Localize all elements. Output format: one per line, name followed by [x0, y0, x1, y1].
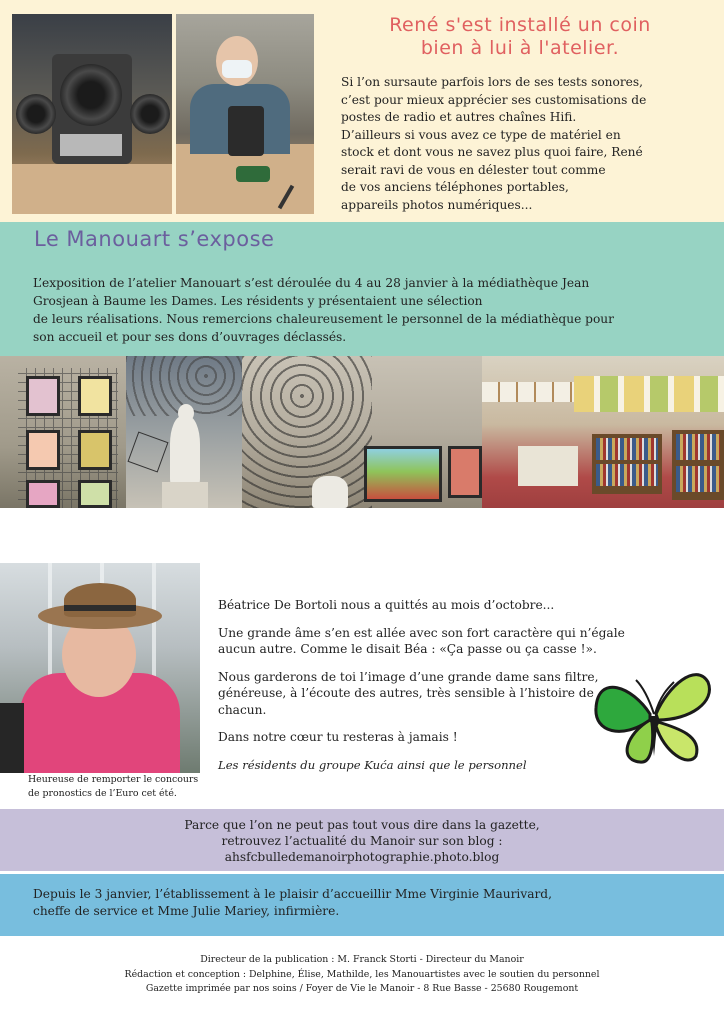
rene-photo-workbench	[176, 14, 314, 214]
rene-title	[330, 14, 710, 60]
expo-body-line: de leurs réalisations. Nous remercions chaleureusement le personnel de la médiathèque pour	[33, 312, 614, 326]
expo-photo-panels	[0, 356, 126, 508]
rene-body-line: de vos anciens téléphones portables,	[341, 180, 569, 194]
welcome-text	[33, 886, 713, 920]
caption-line: Heureuse de remporter le concours	[28, 774, 199, 785]
rene-photo-speakers	[12, 14, 172, 214]
tribute-p3-line: Nous garderons de toi l’image d’une grande dame sans filtre,	[218, 669, 599, 684]
tribute-p4: Dans notre cœur tu resteras à jamais !	[218, 730, 458, 744]
tribute-p2	[218, 625, 704, 658]
welcome-line: Depuis le 3 janvier, l’établissement à le plaisir d’accueillir Mme Virginie Maurivard,	[33, 887, 552, 901]
tribute-photo-caption	[28, 773, 218, 800]
blog-url: ahsfcbulledemanoirphotographie.photo.blog	[224, 850, 500, 864]
rene-body-line: stock et dont vous ne savez plus quoi faire, René	[341, 145, 643, 159]
blog-text	[0, 817, 724, 865]
butterfly-icon	[592, 656, 716, 768]
expo-body-line: son accueil et pour ses dons d’ouvrages déclassés.	[33, 330, 347, 344]
rene-body-line: appareils photos numériques...	[341, 197, 533, 212]
rene-body	[341, 74, 721, 214]
expo-photo-library	[482, 356, 724, 508]
rene-body-line: postes de radio et autres chaînes Hifi.	[341, 110, 577, 124]
footer-line-printing: Gazette imprimée par nos soins / Foyer de Vie le Manoir - 8 Rue Basse - 25680 Rougemont	[145, 983, 579, 994]
rene-title-line2: bien à lui à l'atelier.	[420, 37, 620, 59]
blog-line: Parce que l’on ne peut pas tout vous dire dans la gazette,	[184, 818, 540, 832]
expo-title: Le Manouart s’expose	[34, 227, 275, 251]
expo-body	[33, 274, 713, 346]
footer	[0, 953, 724, 997]
tribute-p3-line: chacun.	[218, 702, 267, 717]
caption-line: de pronostics de l’Euro cet été.	[28, 787, 177, 799]
expo-body-line: Grosjean à Baume les Dames. Les résidents y présentaient une sélection	[33, 294, 483, 308]
blog-line: retrouvez l’actualité du Manoir sur son blog :	[221, 834, 503, 848]
expo-photo-statue	[126, 356, 242, 508]
tribute-p3-line: généreuse, à l’écoute des autres, très sensible à l’histoire de	[218, 686, 594, 700]
tribute-p2-line: aucun autre. Comme le disait Béa : «Ça passe ou ça casse !».	[218, 642, 597, 656]
tribute-photo	[0, 563, 200, 773]
tribute-p1: Béatrice De Bortoli nous a quittés au mois d’octobre...	[218, 598, 555, 612]
footer-line-editorial: Rédaction et conception : Delphine, Élise, Mathilde, les Manouartistes avec le soutien du personnel	[124, 968, 600, 980]
expo-photo-stairs	[242, 356, 482, 508]
rene-body-line: c’est pour mieux apprécier ses customisations de	[341, 92, 647, 107]
rene-title-line1: René s'est installé un coin	[389, 14, 651, 36]
expo-body-line: L’exposition de l’atelier Manouart s’est déroulée du 4 au 28 janvier à la médiathèque Jean	[33, 276, 590, 290]
tribute-signature: Les résidents du groupe Kuća ainsi que le personnel	[218, 757, 527, 772]
expo-photo-strip	[0, 356, 724, 508]
welcome-line: cheffe de service et Mme Julie Mariey, infirmière.	[33, 904, 340, 918]
rene-body-line: serait ravi de vous en délester tout comme	[341, 162, 606, 177]
rene-body-line: D’ailleurs si vous avez ce type de matériel en	[341, 127, 621, 142]
rene-photos	[12, 14, 314, 214]
footer-line-publisher: Directeur de la publication : M. Franck Storti - Directeur du Manoir	[200, 954, 524, 965]
rene-body-line: Si l’on sursaute parfois lors de ses tests sonores,	[341, 75, 644, 89]
tribute-p2-line: Une grande âme s’en est allée avec son fort caractère qui n’égale	[218, 625, 625, 640]
